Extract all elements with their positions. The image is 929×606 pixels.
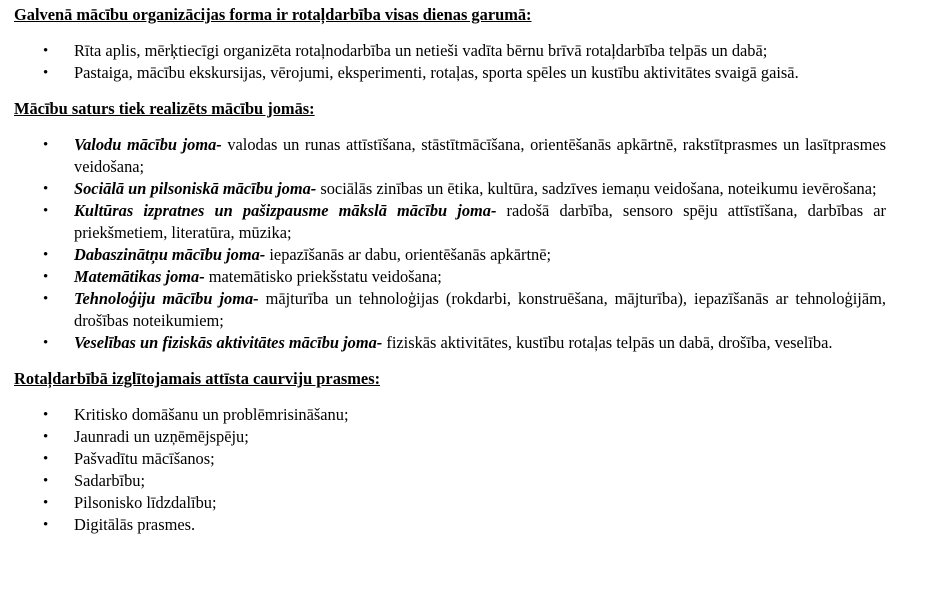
bullet-icon: • xyxy=(43,429,49,445)
bullet-icon: • xyxy=(43,407,49,423)
transversal-skills-list xyxy=(14,404,886,536)
list-item-text: Pastaiga, mācību ekskursijas, vērojumi, eksperimenti, rotaļas, sporta spēles un kustību aktivitātes svaigā gaisā. xyxy=(74,63,799,82)
bullet-icon: • xyxy=(43,495,49,511)
document-page xyxy=(14,4,886,536)
bullet-icon: • xyxy=(43,451,49,467)
area-description: fiziskās aktivitātes, kustību rotaļas telpās un dabā, drošība, veselība. xyxy=(382,333,833,352)
bullet-icon: • xyxy=(43,65,49,81)
area-term: Veselības un fiziskās aktivitātes mācību joma- xyxy=(74,333,383,352)
list-item xyxy=(14,244,886,266)
organization-form-list xyxy=(14,40,886,84)
bullet-icon: • xyxy=(43,43,49,59)
section-heading-learning-areas: Mācību saturs tiek realizēts mācību jomās: xyxy=(14,99,315,118)
area-term: Matemātikas joma- xyxy=(74,267,205,286)
area-term: Dabaszinātņu mācību joma- xyxy=(74,245,266,264)
bullet-icon: • xyxy=(43,137,49,153)
area-term: Sociālā un pilsoniskā mācību joma- xyxy=(74,179,317,198)
list-item xyxy=(14,134,886,178)
learning-areas-list xyxy=(14,134,886,354)
list-item-text: Pašvadītu mācīšanos; xyxy=(74,449,215,468)
bullet-icon: • xyxy=(43,291,49,307)
section-heading-organization-form: Galvenā mācību organizācijas forma ir rotaļdarbība visas dienas garumā: xyxy=(14,5,532,24)
list-item xyxy=(14,448,886,470)
bullet-icon: • xyxy=(43,473,49,489)
list-item xyxy=(14,492,886,514)
area-description: iepazīšanās ar dabu, orientēšanās apkārtnē; xyxy=(265,245,552,264)
area-description: mājturība un tehnoloģijas (rokdarbi, konstruēšana, mājturība), iepazīšanās ar tehnoloģijām, drošības noteikumiem; xyxy=(74,289,886,330)
list-item xyxy=(14,404,886,426)
list-item-text: Jaunradi un uzņēmējspēju; xyxy=(74,427,249,446)
bullet-icon: • xyxy=(43,269,49,285)
bullet-icon: • xyxy=(43,247,49,263)
list-item-text: Digitālās prasmes. xyxy=(74,515,196,534)
bullet-icon: • xyxy=(43,203,49,219)
bullet-icon: • xyxy=(43,335,49,351)
area-description: valodas un runas attīstīšana, stāstītmācīšana, orientēšanās apkārtnē, rakstītprasmes un lasītprasmes veidošana; xyxy=(74,135,886,176)
area-description: matemātisko priekšstatu veidošana; xyxy=(204,267,442,286)
list-item xyxy=(14,62,886,84)
area-description: radošā darbība, sensoro spēju attīstīšana, darbības ar priekšmetiem, literatūra, mūzika; xyxy=(74,201,886,242)
list-item xyxy=(14,178,886,200)
list-item-text: Rīta aplis, mērķtiecīgi organizēta rotaļnodarbība un netieši vadīta bērnu brīvā rotaļdarbība telpās un dabā; xyxy=(74,41,768,60)
list-item xyxy=(14,514,886,536)
list-item-text: Kritisko domāšanu un problēmrisināšanu; xyxy=(74,405,349,424)
list-item xyxy=(14,40,886,62)
list-item xyxy=(14,266,886,288)
area-term: Valodu mācību joma- xyxy=(74,135,222,154)
bullet-icon: • xyxy=(43,517,49,533)
section-heading-transversal-skills: Rotaļdarbībā izglītojamais attīsta caurviju prasmes: xyxy=(14,369,381,388)
list-item xyxy=(14,288,886,332)
bullet-icon: • xyxy=(43,181,49,197)
area-description: sociālās zinības un ētika, kultūra, sadzīves iemaņu veidošana, noteikumu ievērošana; xyxy=(316,179,877,198)
list-item xyxy=(14,470,886,492)
area-term: Kultūras izpratnes un pašizpausme mākslā mācību joma- xyxy=(74,201,497,220)
list-item xyxy=(14,426,886,448)
list-item xyxy=(14,332,886,354)
list-item-text: Pilsonisko līdzdalību; xyxy=(74,493,217,512)
area-term: Tehnoloģiju mācību joma- xyxy=(74,289,259,308)
list-item-text: Sadarbību; xyxy=(74,471,146,490)
list-item xyxy=(14,200,886,244)
